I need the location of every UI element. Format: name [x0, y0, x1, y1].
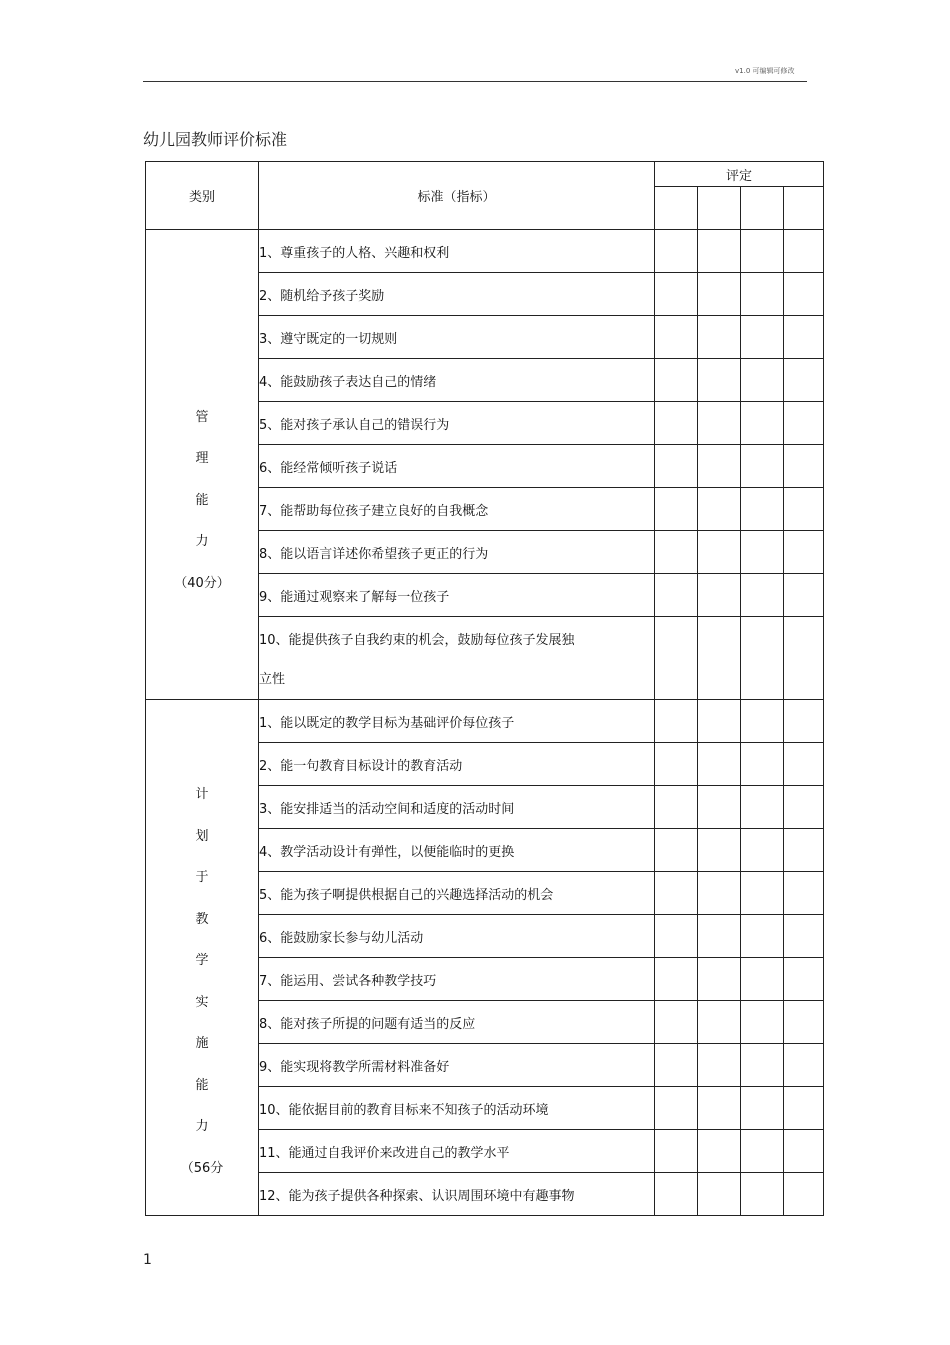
criterion-text: 2、随机给予孩子奖励	[259, 273, 655, 316]
rating-cell[interactable]	[655, 488, 698, 531]
criterion-text: 6、能鼓励家长参与幼儿活动	[259, 915, 655, 958]
category-char: 于	[195, 870, 209, 885]
criterion-line-continuation: 立性	[259, 672, 286, 687]
rating-cell[interactable]	[698, 700, 741, 743]
rating-cell[interactable]	[698, 958, 741, 1001]
rating-cell[interactable]	[698, 872, 741, 915]
rating-cell[interactable]	[784, 872, 824, 915]
rating-cell[interactable]	[784, 700, 824, 743]
rating-cell[interactable]	[741, 1044, 784, 1087]
criterion-text: 6、能经常倾听孩子说话	[259, 445, 655, 488]
rating-cell[interactable]	[741, 617, 784, 700]
rating-cell[interactable]	[698, 187, 741, 230]
header-rule	[143, 81, 807, 82]
criterion-text: 1、能以既定的教学目标为基础评价每位孩子	[259, 700, 655, 743]
document-title: 幼儿园教师评价标准	[143, 130, 288, 149]
rating-cell[interactable]	[784, 617, 824, 700]
rating-cell[interactable]	[698, 1001, 741, 1044]
rating-cell[interactable]	[741, 316, 784, 359]
rating-cell[interactable]	[698, 531, 741, 574]
rating-cell[interactable]	[655, 230, 698, 273]
category-score: （40分）	[174, 575, 230, 591]
rating-cell[interactable]	[784, 1173, 824, 1216]
page-number: 1	[143, 1252, 152, 1268]
rating-cell[interactable]	[655, 531, 698, 574]
criterion-text: 10、能依据目前的教育目标来不知孩子的活动环境	[259, 1087, 655, 1130]
rating-cell[interactable]	[698, 617, 741, 700]
rating-cell[interactable]	[784, 531, 824, 574]
rating-cell[interactable]	[698, 743, 741, 786]
rating-cell[interactable]	[698, 273, 741, 316]
table-row	[146, 700, 824, 743]
rating-cell[interactable]	[655, 1087, 698, 1130]
rating-cell[interactable]	[655, 915, 698, 958]
criterion-text: 9、能实现将教学所需材料准备好	[259, 1044, 655, 1087]
rating-cell[interactable]	[741, 273, 784, 316]
rating-cell[interactable]	[655, 1130, 698, 1173]
rating-cell[interactable]	[741, 786, 784, 829]
rating-cell[interactable]	[741, 359, 784, 402]
rating-cell[interactable]	[784, 915, 824, 958]
rating-cell[interactable]	[784, 958, 824, 1001]
rating-cell[interactable]	[784, 488, 824, 531]
rating-cell[interactable]	[655, 786, 698, 829]
criterion-text: 4、能鼓励孩子表达自己的情绪	[259, 359, 655, 402]
criterion-text: 8、能以语言详述你希望孩子更正的行为	[259, 531, 655, 574]
category-char: 力	[195, 1119, 209, 1134]
criterion-text: 5、能对孩子承认自己的错误行为	[259, 402, 655, 445]
version-label: v1.0 可编辑可修改	[735, 67, 795, 75]
criterion-line: 10、能提供孩子自我约束的机会，鼓励每位孩子发展独	[259, 633, 575, 648]
rating-cell[interactable]	[655, 574, 698, 617]
criterion-text: 2、能一句教育目标设计的教育活动	[259, 743, 655, 786]
category-char: 管	[195, 409, 209, 425]
rating-cell[interactable]	[655, 872, 698, 915]
rating-cell[interactable]	[784, 743, 824, 786]
category-char: 能	[195, 1077, 209, 1093]
criterion-text: 3、遵守既定的一切规则	[259, 316, 655, 359]
rating-cell[interactable]	[741, 700, 784, 743]
rating-cell[interactable]	[741, 1001, 784, 1044]
rating-cell[interactable]	[784, 273, 824, 316]
header-rating: 评定	[655, 162, 824, 187]
rating-cell[interactable]	[784, 1044, 824, 1087]
rating-cell[interactable]	[741, 531, 784, 574]
header-standard: 标准（指标）	[259, 162, 655, 230]
category-char: 学	[195, 953, 209, 968]
rating-cell[interactable]	[784, 445, 824, 488]
rating-cell[interactable]	[655, 700, 698, 743]
rating-cell[interactable]	[784, 316, 824, 359]
rating-cell[interactable]	[784, 230, 824, 273]
evaluation-table	[145, 161, 824, 1216]
rating-cell[interactable]	[698, 359, 741, 402]
rating-cell[interactable]	[741, 1130, 784, 1173]
criterion-text: 7、能运用、尝试各种教学技巧	[259, 958, 655, 1001]
category-management	[146, 230, 259, 700]
rating-cell[interactable]	[655, 1173, 698, 1216]
rating-cell[interactable]	[698, 316, 741, 359]
rating-cell[interactable]	[655, 316, 698, 359]
rating-cell[interactable]	[698, 445, 741, 488]
rating-cell[interactable]	[784, 1001, 824, 1044]
rating-cell[interactable]	[784, 402, 824, 445]
rating-cell[interactable]	[784, 187, 824, 230]
criterion-text: 3、能安排适当的活动空间和适度的活动时间	[259, 786, 655, 829]
rating-cell[interactable]	[655, 445, 698, 488]
rating-cell[interactable]	[698, 488, 741, 531]
rating-cell[interactable]	[741, 829, 784, 872]
rating-cell[interactable]	[741, 488, 784, 531]
rating-cell[interactable]	[655, 743, 698, 786]
rating-cell[interactable]	[741, 1087, 784, 1130]
criterion-text: 12、能为孩子提供各种探索、认识周围环境中有趣事物	[259, 1173, 655, 1216]
rating-cell[interactable]	[698, 1044, 741, 1087]
rating-cell[interactable]	[698, 786, 741, 829]
criterion-text: 7、能帮助每位孩子建立良好的自我概念	[259, 488, 655, 531]
table-row	[146, 230, 824, 273]
rating-cell[interactable]	[698, 574, 741, 617]
criterion-text: 11、能通过自我评价来改进自己的教学水平	[259, 1130, 655, 1173]
rating-cell[interactable]	[741, 1173, 784, 1216]
category-char: 能	[195, 492, 209, 508]
category-char: 教	[195, 911, 209, 927]
rating-cell[interactable]	[784, 1130, 824, 1173]
rating-cell[interactable]	[784, 829, 824, 872]
category-char: 力	[195, 534, 209, 550]
rating-cell[interactable]	[741, 445, 784, 488]
rating-cell[interactable]	[741, 872, 784, 915]
rating-cell[interactable]	[655, 958, 698, 1001]
rating-cell[interactable]	[655, 1001, 698, 1044]
rating-cell[interactable]	[741, 958, 784, 1001]
rating-cell[interactable]	[741, 743, 784, 786]
rating-cell[interactable]	[741, 915, 784, 958]
category-char: 划	[195, 828, 209, 844]
category-score: （56分	[180, 1160, 224, 1176]
category-char: 计	[195, 787, 209, 802]
rating-cell[interactable]	[784, 786, 824, 829]
rating-cell[interactable]	[655, 829, 698, 872]
rating-cell[interactable]	[655, 273, 698, 316]
rating-cell[interactable]	[655, 187, 698, 230]
rating-cell[interactable]	[784, 1087, 824, 1130]
rating-cell[interactable]	[655, 402, 698, 445]
header-category: 类别	[146, 162, 259, 230]
rating-cell[interactable]	[698, 915, 741, 958]
rating-cell[interactable]	[698, 402, 741, 445]
rating-cell[interactable]	[741, 402, 784, 445]
rating-cell[interactable]	[784, 574, 824, 617]
rating-cell[interactable]	[655, 359, 698, 402]
rating-cell[interactable]	[784, 359, 824, 402]
rating-cell[interactable]	[698, 1130, 741, 1173]
criterion-text	[259, 617, 655, 700]
category-char: 理	[195, 451, 209, 467]
rating-cell[interactable]	[741, 230, 784, 273]
rating-cell[interactable]	[698, 230, 741, 273]
rating-cell[interactable]	[698, 829, 741, 872]
category-char: 施	[195, 1036, 209, 1051]
criterion-text: 5、能为孩子啊提供根据自己的兴趣选择活动的机会	[259, 872, 655, 915]
criterion-text: 9、能通过观察来了解每一位孩子	[259, 574, 655, 617]
category-char: 实	[195, 994, 209, 1010]
rating-cell[interactable]	[698, 1087, 741, 1130]
rating-cell[interactable]	[655, 617, 698, 700]
rating-cell[interactable]	[698, 1173, 741, 1216]
criterion-text: 4、教学活动设计有弹性，以便能临时的更换	[259, 829, 655, 872]
category-planning	[146, 700, 259, 1216]
criterion-text: 8、能对孩子所提的问题有适当的反应	[259, 1001, 655, 1044]
rating-cell[interactable]	[655, 1044, 698, 1087]
criterion-text: 1、尊重孩子的人格、兴趣和权利	[259, 230, 655, 273]
rating-cell[interactable]	[741, 187, 784, 230]
rating-cell[interactable]	[741, 574, 784, 617]
